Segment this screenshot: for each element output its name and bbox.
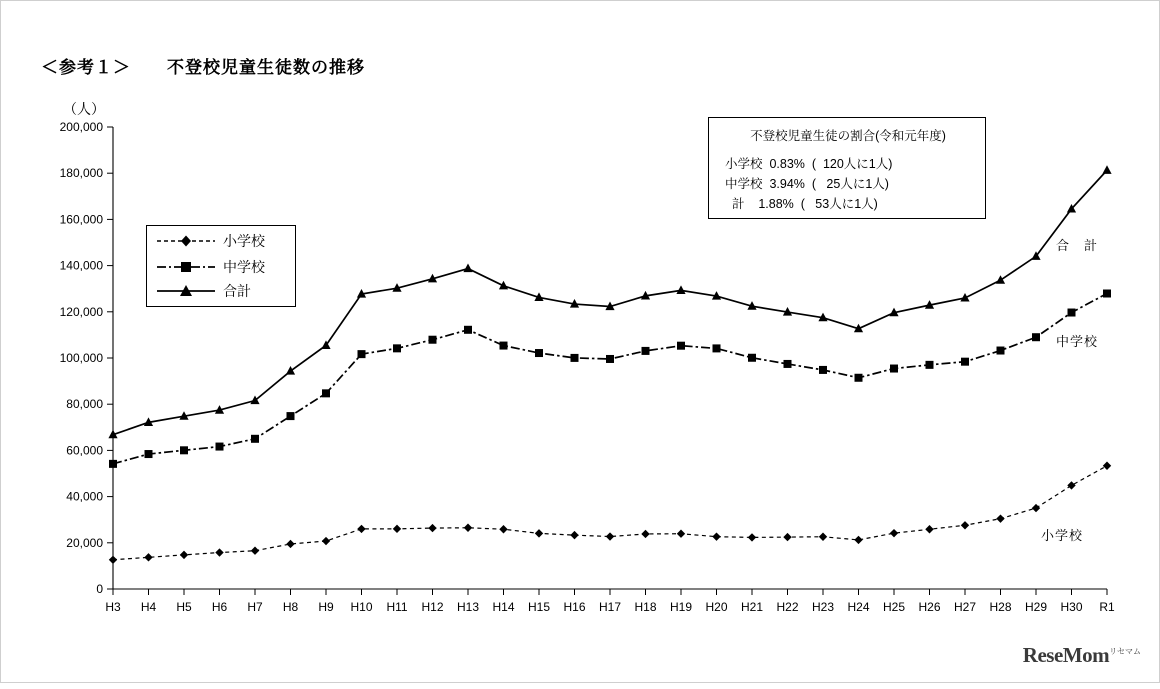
chart-marker [1103,462,1111,470]
chart-marker [393,344,401,352]
chart-marker [606,532,614,540]
chart-marker [926,361,934,369]
chart-marker [1067,481,1075,489]
chart-marker [677,530,685,538]
chart-marker [109,556,117,564]
y-axis-tick-label: 180,000 [59,166,103,181]
chart-marker [286,366,295,375]
series-end-label-elementary: 小学校 [1041,528,1084,543]
x-axis-tick-label: H24 [847,600,870,614]
ratio-note-line-elementary: 小学校 0.83% ( 120人に1人) [725,157,893,171]
x-axis-tick-label: H27 [953,600,977,614]
x-axis-tick-label: H15 [527,600,551,614]
x-axis-tick-label: H19 [669,600,693,614]
x-axis-tick-label: H9 [318,600,334,614]
chart-marker [783,533,791,541]
x-axis-tick-label: H23 [811,600,835,614]
chart-marker [109,460,117,468]
chart-marker [500,342,508,350]
chart-legend [146,225,296,307]
chart-marker [180,551,188,559]
y-axis-tick-label: 200,000 [59,120,103,134]
x-axis-tick-label: H25 [882,600,906,614]
chart-marker [855,374,863,382]
x-axis-tick-label: H30 [1060,600,1083,614]
chart-marker [286,540,294,548]
y-axis-tick-label: 40,000 [66,489,103,504]
chart-marker [819,533,827,541]
x-axis-tick-label: H29 [1024,600,1048,614]
chart-marker [429,336,437,344]
watermark-resemom [1023,643,1141,668]
chart-marker [784,360,792,368]
ratio-note-line-junior: 中学校 3.94% ( 25人に1人) [725,177,889,191]
x-axis-tick-label: H28 [989,600,1012,614]
chart-marker [890,365,898,373]
watermark-subtext: リセマム [1109,647,1141,656]
x-axis-tick-label: H3 [105,600,121,614]
chart-series-line-1 [113,294,1107,464]
chart-marker [996,275,1005,284]
x-axis-tick-label: H26 [918,600,941,614]
x-axis-tick-label: H13 [456,600,480,614]
x-axis-tick-label: H10 [350,600,373,614]
chart-marker [535,349,543,357]
x-axis-tick-label: H6 [211,600,228,614]
x-axis-tick-label: H7 [247,600,263,614]
x-axis-tick-label: H20 [705,600,728,614]
chart-marker [996,514,1004,522]
chart-marker [1103,290,1111,298]
chart-marker [464,326,472,334]
chart-marker [463,264,472,273]
x-axis-tick-label: H16 [563,600,586,614]
x-axis-tick-label: H22 [776,600,799,614]
y-axis-tick-label: 20,000 [66,535,103,550]
chart-marker [464,524,472,532]
chart-marker [570,531,578,539]
chart-marker [1032,333,1040,341]
chart-marker [322,389,330,397]
y-axis-tick-label: 160,000 [59,212,103,227]
chart-marker [215,548,223,556]
chart-marker [713,344,721,352]
legend-item-total [155,278,287,304]
x-axis-tick-label: H4 [140,600,157,614]
x-axis-tick-label: R1 [1099,600,1115,614]
legend-label-junior: 中学校 [223,259,265,275]
chart-marker [997,347,1005,355]
chart-marker [712,532,720,540]
chart-marker [676,285,685,294]
chart-marker [748,354,756,362]
chart-marker [393,525,401,533]
ratio-note-title: 不登校児童生徒の割合(令和元年度) [750,129,946,143]
watermark-text: ReseMom [1022,643,1110,667]
legend-item-junior [155,254,287,280]
x-axis-tick-label: H12 [421,600,444,614]
chart-marker [358,350,366,358]
legend-label-elementary: 小学校 [223,233,265,249]
y-axis-unit-label: （人） [63,101,105,117]
chart-marker [1068,309,1076,317]
legend-label-total: 合計 [223,283,251,299]
chart-series-line-0 [113,466,1107,560]
y-axis-tick-label: 140,000 [59,258,103,273]
y-axis-tick-label: 60,000 [66,443,103,458]
chart-marker [216,443,224,451]
chart-marker [251,547,259,555]
chart-marker [1032,504,1040,512]
chart-marker [748,533,756,541]
chart-plot-area [1,1,1160,684]
legend-swatch-elementary [155,228,217,254]
chart-marker [499,525,507,533]
legend-swatch-total [155,278,217,304]
chart-svg [1,1,1160,684]
x-axis-tick-label: H14 [492,600,515,614]
x-axis-tick-label: H8 [282,600,299,614]
x-axis-tick-label: H21 [740,600,764,614]
y-axis-tick-label: 100,000 [59,351,103,365]
chart-marker [606,355,614,363]
x-axis-tick-label: H5 [176,600,192,614]
chart-marker [428,524,436,532]
legend-swatch-junior [155,254,217,280]
chart-marker [571,354,579,362]
chart-marker [535,529,543,537]
series-end-label-total: 合 計 [1056,238,1099,253]
chart-marker [287,412,295,420]
ratio-note-line-total: 計 1.88% ( 53人に1人) [725,197,878,211]
chart-marker [819,366,827,374]
x-axis-tick-label: H17 [598,600,622,614]
chart-marker [854,536,862,544]
legend-item-elementary [155,228,287,254]
chart-marker [180,446,188,454]
chart-marker [357,525,365,533]
chart-marker [144,553,152,561]
chart-marker [677,342,685,350]
chart-marker [925,525,933,533]
chart-marker [641,530,649,538]
ratio-note-box [708,117,986,219]
chart-marker [961,521,969,529]
y-axis-tick-label: 120,000 [59,304,103,319]
page-title: ＜参考１＞ 不登校児童生徒数の推移 [41,58,365,77]
chart-marker [251,435,259,443]
chart-marker [890,529,898,537]
chart-marker [1102,165,1111,174]
chart-marker [145,450,153,458]
series-end-label-junior: 中学校 [1056,334,1099,349]
y-axis-tick-label: 0 [96,582,103,596]
x-axis-tick-label: H18 [634,600,657,614]
y-axis-tick-label: 80,000 [66,397,103,412]
x-axis-tick-label: H11 [386,600,408,614]
chart-marker [961,358,969,366]
chart-marker [322,537,330,545]
chart-marker [642,347,650,355]
